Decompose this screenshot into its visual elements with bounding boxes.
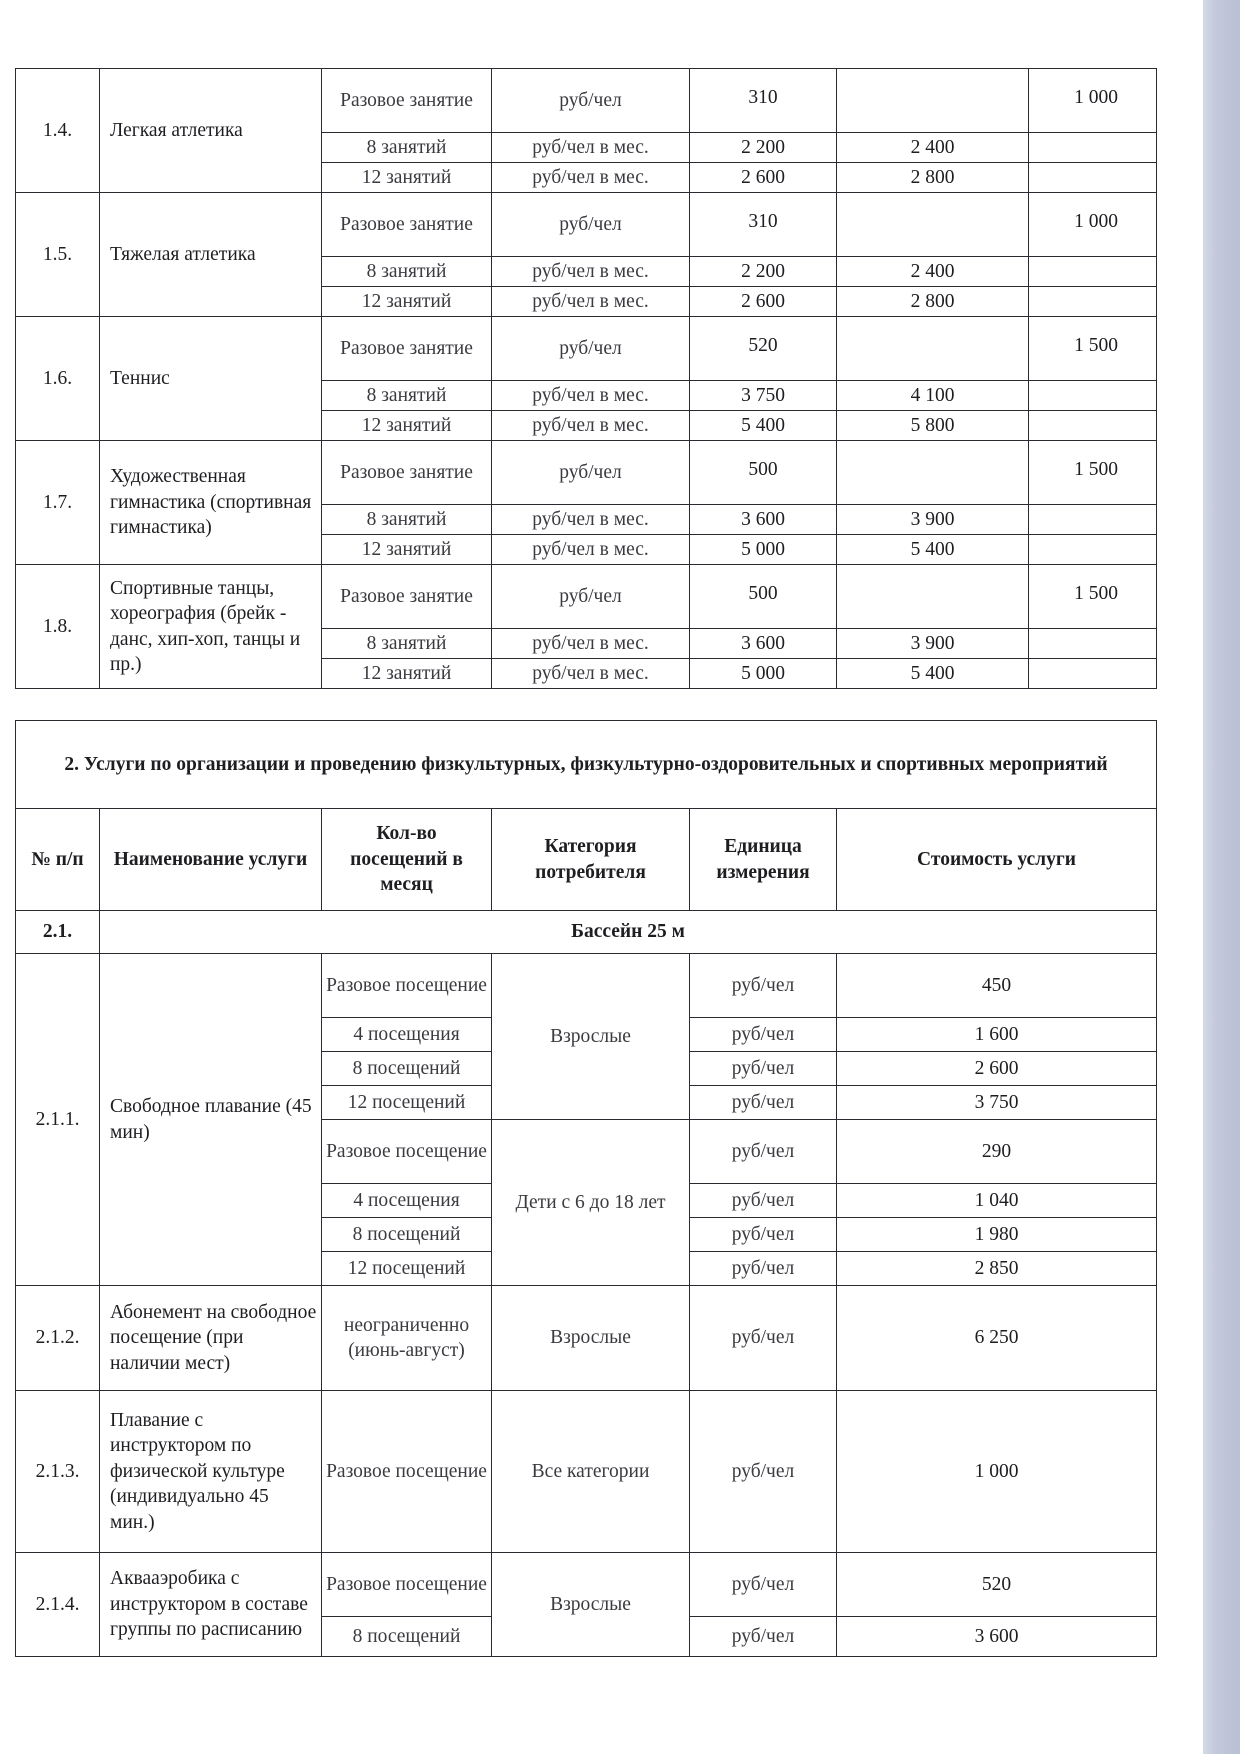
visits-cell: 12 занятий bbox=[322, 411, 492, 441]
service-name: Свободное плавание (45 мин) bbox=[100, 954, 322, 1286]
row-num: 2.1.3. bbox=[16, 1391, 100, 1553]
price-cell-empty bbox=[1029, 629, 1157, 659]
visits-cell: 12 занятий bbox=[322, 659, 492, 689]
unit-cell: руб/чел bbox=[690, 1086, 837, 1120]
price-cell: 1 500 bbox=[1029, 565, 1157, 629]
row-num: 2.1.4. bbox=[16, 1553, 100, 1657]
visits-cell: 8 занятий bbox=[322, 257, 492, 287]
visits-cell: Разовое посещение bbox=[322, 954, 492, 1018]
visits-cell: 12 посещений bbox=[322, 1086, 492, 1120]
price-cell: 290 bbox=[837, 1120, 1157, 1184]
visits-cell: 8 посещений bbox=[322, 1052, 492, 1086]
price-cell: 520 bbox=[690, 317, 837, 381]
price-cell: 1 000 bbox=[837, 1391, 1157, 1553]
price-cell-empty bbox=[1029, 411, 1157, 441]
category-cell: Взрослые bbox=[492, 954, 690, 1120]
unit-cell: руб/чел в мес. bbox=[492, 411, 690, 441]
price-cell-empty bbox=[1029, 257, 1157, 287]
visits-cell: 12 занятий bbox=[322, 287, 492, 317]
unit-cell: руб/чел bbox=[492, 69, 690, 133]
service-name: Художественная гимнастика (спортивная гимнастика) bbox=[100, 441, 322, 565]
unit-cell: руб/чел bbox=[492, 565, 690, 629]
price-cell: 1 040 bbox=[837, 1184, 1157, 1218]
category-cell: Дети с 6 до 18 лет bbox=[492, 1120, 690, 1286]
price-cell: 3 750 bbox=[690, 381, 837, 411]
row-num: 1.6. bbox=[16, 317, 100, 441]
price-cell: 5 800 bbox=[837, 411, 1029, 441]
table-row bbox=[16, 69, 1157, 133]
section2-title: 2. Услуги по организации и проведению физкультурных, физкультурно-оздоровительных и спортивных мероприятий bbox=[16, 721, 1157, 809]
category-cell: Взрослые bbox=[492, 1553, 690, 1657]
price-cell: 3 900 bbox=[837, 629, 1029, 659]
visits-cell: Разовое посещение bbox=[322, 1120, 492, 1184]
price-cell-empty bbox=[837, 317, 1029, 381]
unit-cell: руб/чел bbox=[492, 317, 690, 381]
unit-cell: руб/чел в мес. bbox=[492, 163, 690, 193]
visits-cell: Разовое занятие bbox=[322, 441, 492, 505]
visits-cell: Разовое занятие bbox=[322, 565, 492, 629]
visits-cell: Разовое занятие bbox=[322, 69, 492, 133]
price-cell: 450 bbox=[837, 954, 1157, 1018]
price-cell: 310 bbox=[690, 193, 837, 257]
unit-cell: руб/чел bbox=[690, 1018, 837, 1052]
section1-price-table bbox=[15, 68, 1157, 689]
service-name: Аквааэробика с инструктором в составе группы по расписанию bbox=[100, 1553, 322, 1657]
unit-cell: руб/чел в мес. bbox=[492, 535, 690, 565]
price-cell: 1 500 bbox=[1029, 317, 1157, 381]
unit-cell: руб/чел bbox=[690, 1617, 837, 1657]
price-cell: 2 600 bbox=[690, 287, 837, 317]
visits-cell: Разовое занятие bbox=[322, 317, 492, 381]
table-row bbox=[16, 1553, 1157, 1617]
unit-cell: руб/чел в мес. bbox=[492, 505, 690, 535]
unit-cell: руб/чел bbox=[690, 1120, 837, 1184]
price-cell: 1 980 bbox=[837, 1218, 1157, 1252]
service-name: Абонемент на свободное посещение (при наличии мест) bbox=[100, 1286, 322, 1391]
price-cell: 2 400 bbox=[837, 133, 1029, 163]
unit-cell: руб/чел bbox=[690, 1252, 837, 1286]
price-cell: 3 600 bbox=[837, 1617, 1157, 1657]
table-row bbox=[16, 565, 1157, 629]
price-cell: 3 900 bbox=[837, 505, 1029, 535]
service-name: Легкая атлетика bbox=[100, 69, 322, 193]
price-cell: 500 bbox=[690, 441, 837, 505]
price-cell: 1 000 bbox=[1029, 69, 1157, 133]
price-cell: 5 000 bbox=[690, 659, 837, 689]
price-cell: 3 600 bbox=[690, 505, 837, 535]
price-cell: 2 800 bbox=[837, 287, 1029, 317]
service-name: Теннис bbox=[100, 317, 322, 441]
price-cell-empty bbox=[837, 441, 1029, 505]
header-unit: Единица измерения bbox=[690, 809, 837, 911]
unit-cell: руб/чел bbox=[492, 441, 690, 505]
service-name: Плавание с инструктором по физической культуре (индивидуально 45 мин.) bbox=[100, 1391, 322, 1553]
price-cell-empty bbox=[837, 565, 1029, 629]
unit-cell: руб/чел в мес. bbox=[492, 257, 690, 287]
visits-cell: 12 занятий bbox=[322, 163, 492, 193]
unit-cell: руб/чел bbox=[690, 1553, 837, 1617]
row-num: 1.5. bbox=[16, 193, 100, 317]
price-cell: 2 600 bbox=[690, 163, 837, 193]
visits-cell: 8 занятий bbox=[322, 381, 492, 411]
table-row bbox=[16, 317, 1157, 381]
price-cell: 310 bbox=[690, 69, 837, 133]
unit-cell: руб/чел bbox=[690, 1184, 837, 1218]
price-cell-empty bbox=[837, 69, 1029, 133]
row-num: 2.1.1. bbox=[16, 954, 100, 1286]
table-row bbox=[16, 441, 1157, 505]
visits-cell: 8 посещений bbox=[322, 1617, 492, 1657]
price-cell: 1 000 bbox=[1029, 193, 1157, 257]
header-category: Категория потребителя bbox=[492, 809, 690, 911]
unit-cell: руб/чел в мес. bbox=[492, 381, 690, 411]
price-cell: 5 400 bbox=[690, 411, 837, 441]
price-cell-empty bbox=[1029, 535, 1157, 565]
visits-cell: Разовое занятие bbox=[322, 193, 492, 257]
scan-page-edge bbox=[1203, 0, 1240, 1754]
price-cell-empty bbox=[1029, 163, 1157, 193]
price-cell-empty bbox=[1029, 381, 1157, 411]
visits-cell: 8 занятий bbox=[322, 133, 492, 163]
price-cell: 2 200 bbox=[690, 133, 837, 163]
table-row bbox=[16, 1286, 1157, 1391]
header-visits: Кол-во посещений в месяц bbox=[322, 809, 492, 911]
price-cell: 500 bbox=[690, 565, 837, 629]
unit-cell: руб/чел bbox=[690, 1052, 837, 1086]
price-cell: 2 850 bbox=[837, 1252, 1157, 1286]
price-cell-empty bbox=[1029, 133, 1157, 163]
visits-cell: 4 посещения bbox=[322, 1018, 492, 1052]
header-price: Стоимость услуги bbox=[837, 809, 1157, 911]
price-cell: 2 800 bbox=[837, 163, 1029, 193]
price-cell-empty bbox=[837, 193, 1029, 257]
row-num: 1.4. bbox=[16, 69, 100, 193]
service-name: Тяжелая атлетика bbox=[100, 193, 322, 317]
price-cell-empty bbox=[1029, 659, 1157, 689]
subsection-num: 2.1. bbox=[16, 911, 100, 954]
price-cell: 5 400 bbox=[837, 535, 1029, 565]
visits-cell: 12 посещений bbox=[322, 1252, 492, 1286]
unit-cell: руб/чел bbox=[690, 1218, 837, 1252]
table-row bbox=[16, 954, 1157, 1018]
service-name: Спортивные танцы, хореография (брейк - данс, хип-хоп, танцы и пр.) bbox=[100, 565, 322, 689]
visits-cell: 8 занятий bbox=[322, 629, 492, 659]
unit-cell: руб/чел bbox=[690, 954, 837, 1018]
price-cell: 3 600 bbox=[690, 629, 837, 659]
unit-cell: руб/чел bbox=[690, 1286, 837, 1391]
row-num: 2.1.2. bbox=[16, 1286, 100, 1391]
subsection-title: Бассейн 25 м bbox=[100, 911, 1157, 954]
price-cell: 6 250 bbox=[837, 1286, 1157, 1391]
section2-price-table bbox=[15, 720, 1157, 1657]
price-cell: 5 000 bbox=[690, 535, 837, 565]
header-name: Наименование услуги bbox=[100, 809, 322, 911]
unit-cell: руб/чел в мес. bbox=[492, 287, 690, 317]
price-cell: 1 500 bbox=[1029, 441, 1157, 505]
row-num: 1.8. bbox=[16, 565, 100, 689]
price-cell: 2 200 bbox=[690, 257, 837, 287]
visits-cell: Разовое посещение bbox=[322, 1553, 492, 1617]
price-cell: 520 bbox=[837, 1553, 1157, 1617]
unit-cell: руб/чел bbox=[690, 1391, 837, 1553]
visits-cell: 4 посещения bbox=[322, 1184, 492, 1218]
price-cell: 5 400 bbox=[837, 659, 1029, 689]
table-row bbox=[16, 193, 1157, 257]
price-cell: 1 600 bbox=[837, 1018, 1157, 1052]
price-cell-empty bbox=[1029, 287, 1157, 317]
price-cell: 2 400 bbox=[837, 257, 1029, 287]
header-num: № п/п bbox=[16, 809, 100, 911]
table-row bbox=[16, 1391, 1157, 1553]
category-cell: Все категории bbox=[492, 1391, 690, 1553]
unit-cell: руб/чел в мес. bbox=[492, 133, 690, 163]
unit-cell: руб/чел bbox=[492, 193, 690, 257]
visits-cell: 8 занятий bbox=[322, 505, 492, 535]
unit-cell: руб/чел в мес. bbox=[492, 629, 690, 659]
price-cell-empty bbox=[1029, 505, 1157, 535]
unit-cell: руб/чел в мес. bbox=[492, 659, 690, 689]
visits-cell: неограниченно (июнь-август) bbox=[322, 1286, 492, 1391]
visits-cell: 8 посещений bbox=[322, 1218, 492, 1252]
row-num: 1.7. bbox=[16, 441, 100, 565]
price-cell: 3 750 bbox=[837, 1086, 1157, 1120]
price-cell: 4 100 bbox=[837, 381, 1029, 411]
category-cell: Взрослые bbox=[492, 1286, 690, 1391]
visits-cell: Разовое посещение bbox=[322, 1391, 492, 1553]
price-cell: 2 600 bbox=[837, 1052, 1157, 1086]
visits-cell: 12 занятий bbox=[322, 535, 492, 565]
